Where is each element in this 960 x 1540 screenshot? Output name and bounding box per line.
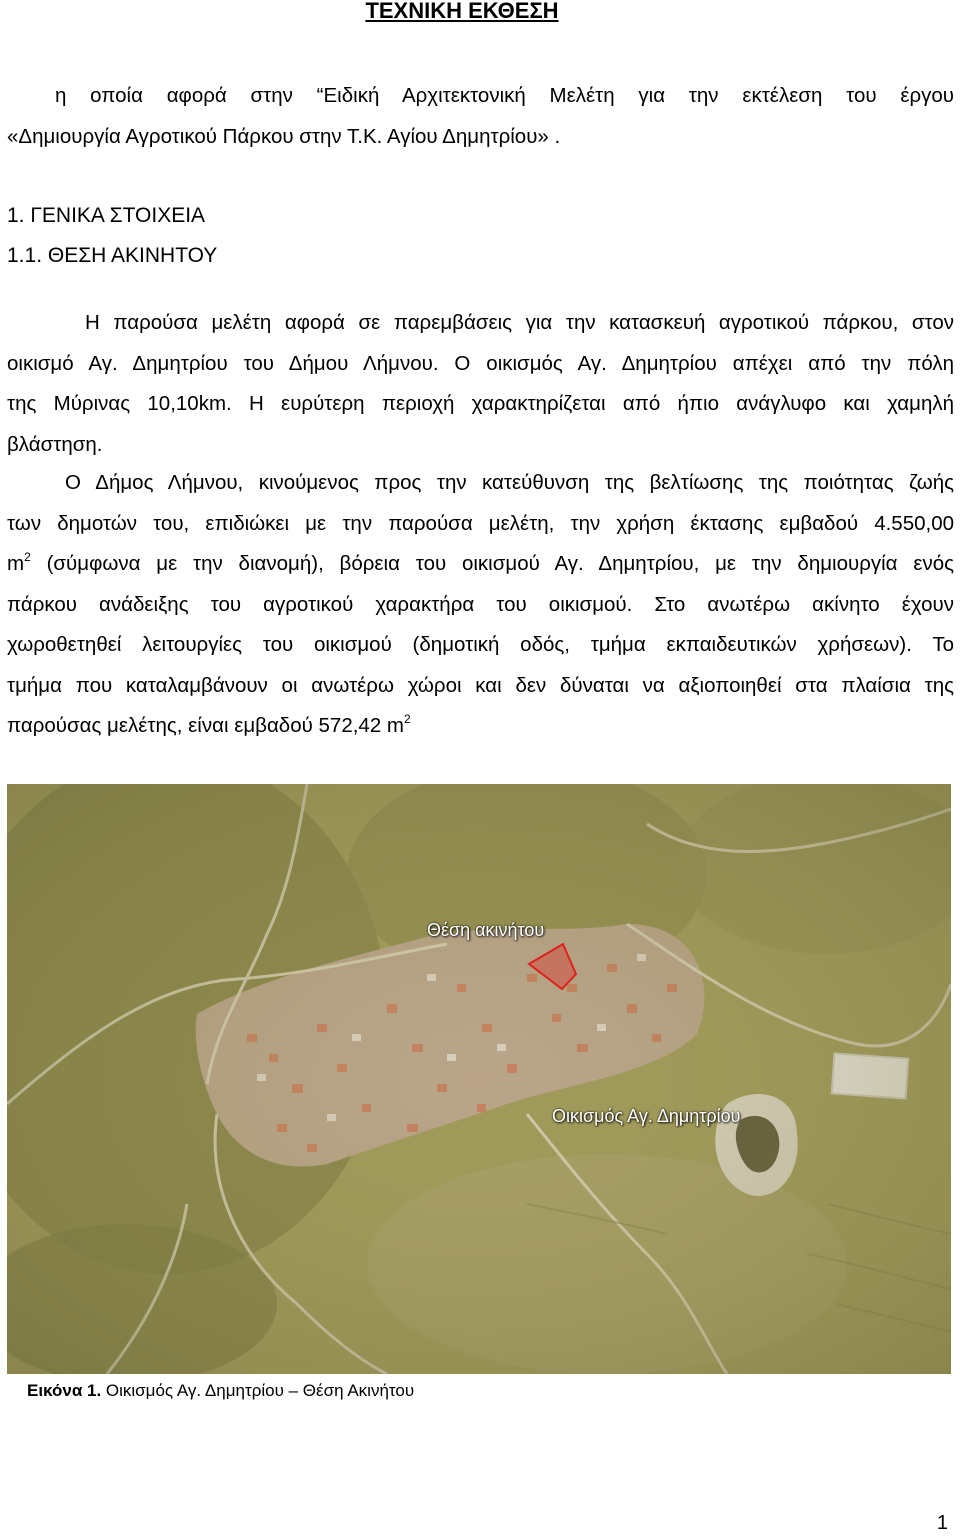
- paragraph-municipality-line: πάρκου ανάδειξης του αγροτικού χαρακτήρα του οικισμού. Στο ανωτέρω ακίνητο έχουν: [7, 592, 954, 616]
- page-number: 1: [936, 1512, 948, 1534]
- excluded-area-exponent: 2: [404, 712, 411, 726]
- excluded-area-text: παρούσας μελέτης, είναι εμβαδού 572,42 m: [7, 714, 404, 737]
- area-unit-exponent: 2: [24, 550, 31, 564]
- section-heading-property-location: 1.1. ΘΕΣΗ ΑΚΙΝΗΤΟΥ: [7, 244, 218, 267]
- paragraph-municipality-line: τμήμα που καταλαμβάνουν οι ανωτέρω χώροι και δεν δύναται να αξιοποιηθεί στα πλαίσια της: [7, 673, 954, 697]
- figure-caption-text: Οικισμός Αγ. Δημητρίου – Θέση Ακινήτου: [101, 1381, 415, 1400]
- paragraph-location-line: της Μύρινας 10,10km. Η ευρύτερη περιοχή χαρακτηρίζεται από ήπιο ανάγλυφο και χαμηλή: [7, 392, 954, 415]
- figure-caption-number: Εικόνα 1.: [27, 1381, 102, 1400]
- paragraph-municipality: [7, 463, 954, 747]
- paragraph-municipality-line: χωροθετηθεί λειτουργίες του οικισμού (δημοτική οδός, τμήμα εκπαιδευτικών χρήσεων). Το: [7, 633, 954, 656]
- intro-line-2: «Δημιουργία Αγροτικού Πάρκου στην Τ.Κ. Αγίου Δημητρίου» .: [7, 124, 561, 148]
- page-title: ΤΕΧΝΙΚΗ ΕΚΘΕΣΗ: [365, 0, 559, 23]
- paragraph-municipality-line: [7, 544, 954, 585]
- paragraph-municipality-line: Ο Δήμος Λήμνου, κινούμενος προς την κατεύθυνση της βελτίωσης της ποιότητας ζωής: [65, 471, 954, 494]
- village-label: Οικισμός Αγ. Δημητρίου: [552, 1106, 741, 1126]
- paragraph-municipality-line: των δημοτών του, επιδιώκει με την παρούσα μελέτη, την χρήση έκτασης εμβαδού 4.550,00: [7, 511, 954, 535]
- figure-caption: [27, 1380, 414, 1402]
- paragraph-location: [7, 303, 954, 465]
- area-unit-continuation: (σύμφωνα με την διανομή), βόρεια του οικισμού Αγ. Δημητρίου, με την δημιουργία ενός: [30, 552, 954, 575]
- paragraph-municipality-line: [7, 706, 954, 747]
- property-location-label: Θέση ακινήτου: [427, 920, 545, 940]
- paragraph-location-line: βλάστηση.: [7, 432, 103, 456]
- paragraph-location-line: Η παρούσα μελέτη αφορά σε παρεμβάσεις για την κατασκευή αγροτικού πάρκου, στον: [85, 311, 954, 334]
- paragraph-location-line: οικισμό Αγ. Δημητρίου του Δήμου Λήμνου. Ο οικισμός Αγ. Δημητρίου απέχει από την πόλη: [7, 351, 954, 375]
- area-unit: m: [7, 552, 25, 575]
- image-vignette: [7, 784, 951, 1374]
- intro-paragraph: [7, 76, 954, 157]
- aerial-map-image: [7, 784, 951, 1374]
- section-heading-general: 1. ΓΕΝΙΚΑ ΣΤΟΙΧΕΙΑ: [7, 204, 206, 227]
- intro-line-1: η οποία αφορά στην “Ειδική Αρχιτεκτονική Μελέτη για την εκτέλεση του έργου: [55, 84, 954, 107]
